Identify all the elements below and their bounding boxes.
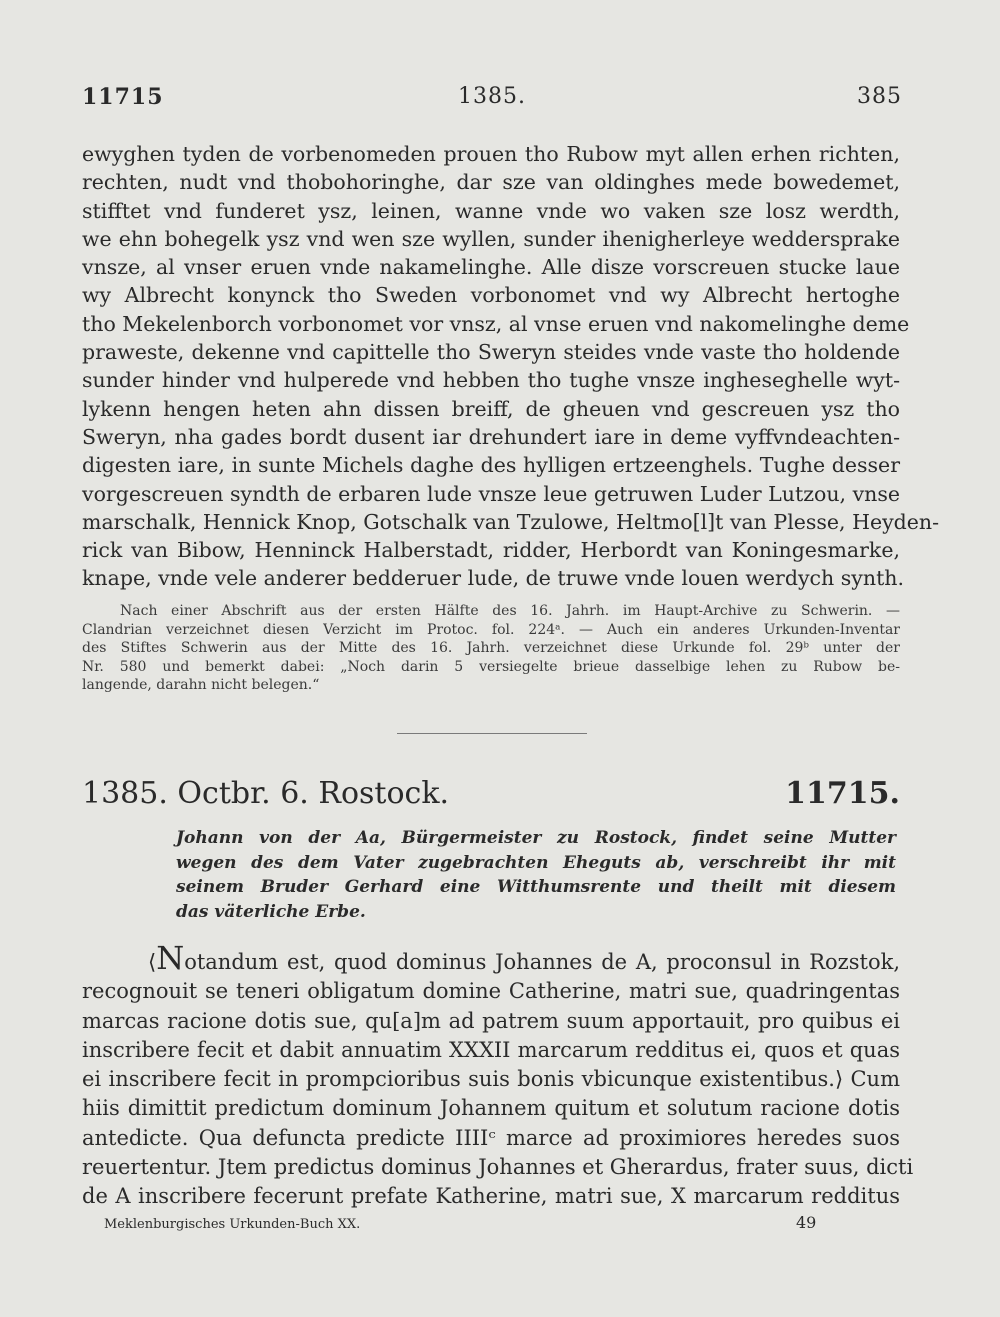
text-line: praweste, dekenne vnd capittelle tho Sweryn steides vnde vaste tho holdende <box>82 340 900 365</box>
text-line: reuertentur. Jtem predictus dominus Johannes et Gherardus, frater suus, dicti <box>82 1155 914 1180</box>
footer-sheet-number: 49 <box>796 1213 817 1232</box>
summary-line: das väterliche Erbe. <box>176 901 366 922</box>
text-line: lykenn hengen heten ahn dissen breiff, de gheuen vnd gescreuen ysz tho <box>82 396 900 421</box>
summary-line: seinem Bruder Gerhard eine Witthumsrente und theilt mit diesem <box>176 877 896 897</box>
text-line: inscribere fecit et dabit annuatim XXXII marcarum redditus ei, quos et quas <box>82 1037 900 1062</box>
first-line-text: otandum est, quod dominus Johannes de A, proconsul in Rozstok, <box>184 950 900 974</box>
text-line: de A inscribere fecerunt prefate Katherine, matri sue, X marcarum redditus <box>82 1184 900 1209</box>
running-header <box>82 84 902 118</box>
text-line: marschalk, Hennick Knop, Gotschalk van Tzulowe, Heltmo[l]t van Plesse, Heyden- <box>82 509 940 534</box>
entry-number: 11715. <box>785 776 900 811</box>
text-line: ewyghen tyden de vorbenomeden prouen tho Rubow myt allen erhen richten, <box>82 142 900 166</box>
header-page-number: 385 <box>857 84 902 109</box>
text-line: sunder hinder vnd hulperede vnd hebben tho tughe vnsze ingheseghelle wyt- <box>82 368 900 393</box>
text-line: wy Albrecht konynck tho Sweden vorbonomet vnd wy Albrecht hertoghe <box>82 283 900 308</box>
text-line: we ehn bohegelk ysz vnd wen sze wyllen, sunder ihenigherleye weddersprake <box>82 226 900 251</box>
entry-summary <box>176 826 896 924</box>
text-line: hiis dimittit predictum dominum Johannem quitum et solutum racione dotis <box>82 1096 900 1121</box>
text-line: marcas racione dotis sue, qu[a]m ad patrem suum apportauit, pro quibus ei <box>82 1008 900 1033</box>
summary-line: Johann von der Aa, Bürgermeister zu Rostock, findet seine Mutter <box>176 828 896 848</box>
text-line: recognouit se teneri obligatum domine Catherine, matri sue, quadringentas <box>82 979 900 1004</box>
note-line: langende, darahn nicht belegen.“ <box>82 677 320 694</box>
text-line: rechten, nudt vnd thobohoringhe, dar sze van oldinghes mede bowedemet, <box>82 170 900 195</box>
charter-text-continued <box>82 140 940 593</box>
section-divider <box>397 733 587 734</box>
text-line: vnsze, al vnser eruen vnde nakamelinghe. Alle disze vorscreuen stucke laue <box>82 255 900 280</box>
note-line: des Stiftes Schwerin aus der Mitte des 16. Jahrh. verzeichnet diese Urkunde fol. 29ᵇ unter der <box>82 640 900 657</box>
text-line: vorgescreuen syndth de erbaren lude vnsze leue getruwen Luder Lutzou, vnse <box>82 481 901 506</box>
text-line: rick van Bibow, Henninck Halberstadt, ridder, Herbordt van Koningesmarke, <box>82 538 900 563</box>
source-note <box>82 602 900 695</box>
text-line-first <box>82 939 900 977</box>
summary-line: wegen des dem Vater zugebrachten Eheguts ab, verschreibt ihr mit <box>176 852 896 873</box>
footer-book-title: Meklenburgisches Urkunden-Buch XX. <box>104 1217 361 1232</box>
text-line: tho Mekelenborch vorbonomet vor vnsz, al vnse eruen vnd nakomelinghe deme <box>82 311 910 336</box>
page-footer <box>104 1213 824 1235</box>
header-year: 1385. <box>458 84 526 109</box>
note-line: Clandrian verzeichnet diesen Verzicht im Protoc. fol. 224ᵃ. — Auch ein anderes Urkunden-Inventar <box>82 621 900 638</box>
text-line: ei inscribere fecit in prompcioribus suis bonis vbicunque existentibus.⟩ Cum <box>82 1067 900 1092</box>
text-line: knape, vnde vele anderer bedderuer lude, de truwe vnde louen werdych synth. <box>82 566 905 591</box>
charter-text-new <box>82 939 914 1212</box>
open-bracket: ⟨ <box>148 950 157 974</box>
note-line: Nach einer Abschrift aus der ersten Hälfte des 16. Jahrh. im Haupt-Archive zu Schwerin. — <box>120 603 900 619</box>
header-document-number: 11715 <box>82 84 164 110</box>
entry-date-place: 1385. Octbr. 6. Rostock. <box>82 776 450 811</box>
text-line: antedicte. Qua defuncta predicte IIIIᶜ marce ad proximiores heredes suos <box>82 1125 900 1150</box>
note-line: Nr. 580 und bemerkt dabei: „Noch darin 5 versiegelte brieue dasselbige lehen zu Rubow be- <box>82 658 900 675</box>
text-line: Sweryn, nha gades bordt dusent iar drehundert iare in deme vyffvndeachten- <box>82 424 900 449</box>
entry-heading <box>82 776 900 820</box>
text-line: stifftet vnd funderet ysz, leinen, wanne vnde wo vaken sze losz werdth, <box>82 198 900 223</box>
drop-cap: N <box>156 939 185 977</box>
text-line: digesten iare, in sunte Michels daghe des hylligen ertzeenghels. Tughe desser <box>82 453 900 478</box>
